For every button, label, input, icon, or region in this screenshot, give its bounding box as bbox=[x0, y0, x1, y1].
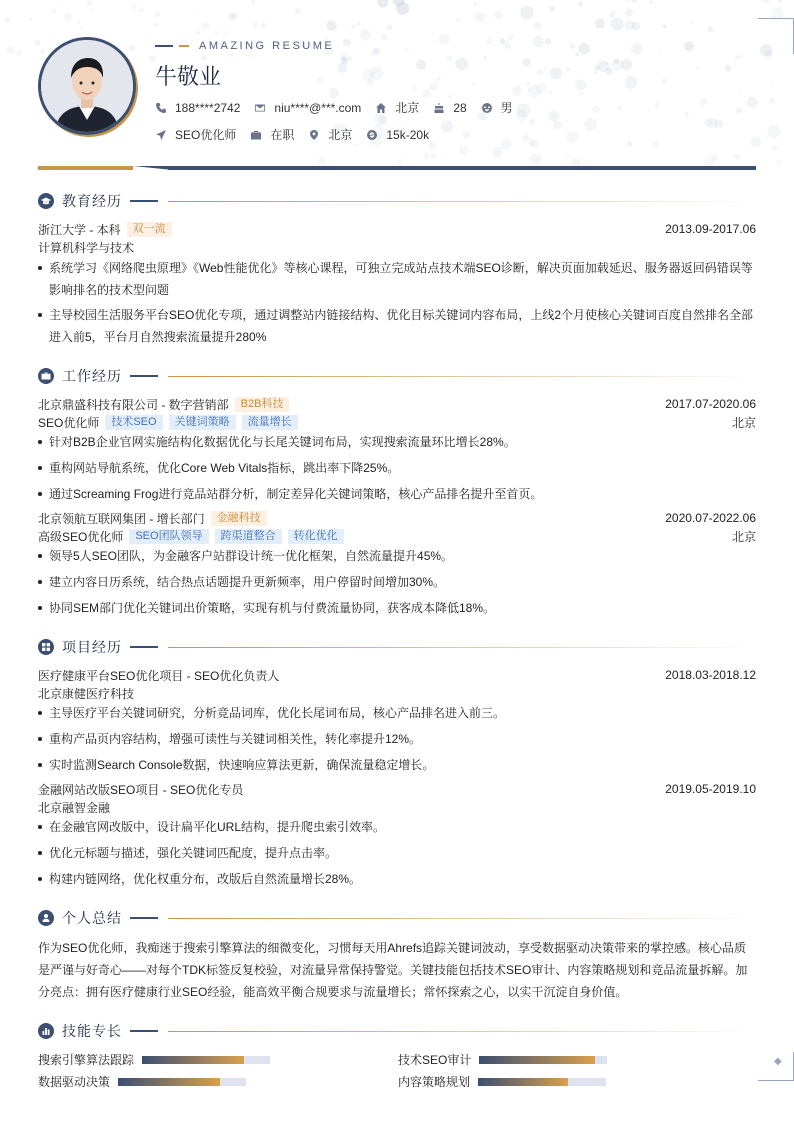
contact-row bbox=[155, 99, 527, 116]
skill-bar bbox=[478, 1078, 606, 1086]
project-org-text: 北京融智金融 bbox=[38, 800, 111, 815]
school-badge: 双一流 bbox=[127, 222, 172, 237]
skill-item bbox=[38, 1073, 246, 1090]
avatar bbox=[38, 37, 136, 135]
person-icon bbox=[38, 910, 54, 926]
skill-tag: 跨渠道整合 bbox=[215, 529, 282, 544]
candidate-name: 牛敬业 bbox=[155, 64, 222, 89]
bar-chart-icon bbox=[38, 1023, 54, 1039]
section-title: 个人总结 bbox=[62, 910, 122, 926]
section-header-work bbox=[38, 367, 756, 385]
list-item: 主导校园生活服务平台SEO优化专项，通过调整站内链接结构、优化目标关键词内容布局，上线2个月使核心关键词百度自然排名全部进入前5，平台月自然搜索流量提升280% bbox=[38, 304, 756, 348]
list-item: 优化元标题与描述，强化关键词匹配度，提升点击率。 bbox=[38, 842, 756, 864]
company-name: 北京鼎盛科技有限公司 - 数字营销部 bbox=[38, 397, 229, 412]
skill-item bbox=[398, 1073, 606, 1090]
phone-item bbox=[155, 101, 240, 115]
list-item: 主导医疗平台关键词研究，分析竞品词库，优化长尾词布局，核心产品排名进入前三。 bbox=[38, 702, 756, 724]
gender-text: 男 bbox=[500, 101, 513, 115]
project-org bbox=[38, 799, 756, 815]
job-period: 2017.07-2020.06 bbox=[665, 397, 756, 411]
cake-icon bbox=[433, 102, 445, 114]
summary-text: 作为SEO优化师，我痴迷于搜索引擎算法的细微变化，习惯每天用Ahrefs追踪关键词波动，享受数据驱动决策带来的掌控感。核心品质是严谨与好奇心——对每个TDK标签反复校验，对流量异常保持警觉。关键技能包括技术SEO审计、内容策略规划和竞品流量拆解。加分亮点：拥有医疗健康行业SEO经验，能高效平衡合规要求与流量增长；常怀探索之心，以实干沉淀自身价值。 bbox=[38, 941, 748, 999]
project-header bbox=[38, 667, 756, 683]
company-name: 北京领航互联网集团 - 增长部门 bbox=[38, 511, 205, 526]
project-header bbox=[38, 781, 756, 797]
phone-text: 188****2742 bbox=[175, 100, 241, 115]
age-text: 28 bbox=[453, 100, 467, 115]
job-city: 北京 bbox=[731, 415, 756, 430]
list-item: 在金融官网改版中，设计扁平化URL结构，提升爬虫索引效率。 bbox=[38, 816, 756, 838]
education-header bbox=[38, 221, 756, 237]
industry-badge: 金融科技 bbox=[211, 511, 267, 526]
industry-badge: B2B科技 bbox=[235, 397, 290, 412]
skill-bar bbox=[142, 1056, 270, 1064]
briefcase-icon bbox=[250, 129, 262, 141]
education-major bbox=[38, 239, 756, 255]
list-item: 重构网站导航系统，优化Core Web Vitals指标，跳出率下降25%。 bbox=[38, 457, 756, 479]
graduation-cap-icon bbox=[38, 193, 54, 209]
tagline-line bbox=[155, 45, 173, 47]
skill-name: 数据驱动决策 bbox=[38, 1075, 111, 1089]
job-role: SEO优化师 bbox=[38, 415, 100, 430]
job-period: 2020.07-2022.06 bbox=[665, 511, 756, 525]
corner-decoration bbox=[758, 1052, 794, 1081]
tagline-line bbox=[179, 45, 189, 47]
section-title: 技能专长 bbox=[62, 1023, 122, 1039]
section-header-education bbox=[38, 192, 756, 210]
skill-tag: 转化优化 bbox=[288, 529, 344, 544]
home-icon bbox=[375, 102, 387, 114]
project-period: 2019.05-2019.10 bbox=[665, 782, 756, 796]
list-item: 协同SEM部门优化关键词出价策略，实现有机与付费流量协同，获客成本降低18%。 bbox=[38, 597, 756, 619]
skill-tag: 关键词策略 bbox=[169, 415, 236, 430]
coin-icon bbox=[366, 129, 378, 141]
skill-bar bbox=[479, 1056, 607, 1064]
briefcase-icon bbox=[38, 368, 54, 384]
email-text: niu****@***.com bbox=[274, 100, 362, 115]
job-role: 高级SEO优化师 bbox=[38, 529, 124, 544]
section-title: 教育经历 bbox=[62, 193, 122, 209]
project-name: 金融网站改版SEO项目 - SEO优化专员 bbox=[38, 782, 244, 797]
send-icon bbox=[155, 129, 167, 141]
salary-item bbox=[366, 128, 429, 142]
city-text: 北京 bbox=[328, 128, 353, 142]
mail-icon bbox=[254, 102, 266, 114]
age-item bbox=[433, 101, 466, 115]
email-item bbox=[254, 101, 361, 115]
skill-item bbox=[398, 1051, 607, 1068]
job-intent-row bbox=[155, 126, 443, 143]
job-city: 北京 bbox=[731, 529, 756, 544]
project-org-text: 北京康健医疗科技 bbox=[38, 686, 135, 701]
home-item bbox=[375, 99, 419, 116]
skill-tag: 技术SEO bbox=[105, 415, 162, 430]
job-role-row bbox=[38, 528, 756, 544]
position-item bbox=[155, 126, 236, 143]
major-text: 计算机科学与技术 bbox=[38, 240, 135, 255]
section-title: 项目经历 bbox=[62, 639, 122, 655]
skill-name: 搜索引擎算法跟踪 bbox=[38, 1053, 135, 1067]
list-item: 通过Screaming Frog进行竞品站群分析，制定差异化关键词策略，核心产品排名提升至首页。 bbox=[38, 483, 756, 505]
skill-bar bbox=[118, 1078, 246, 1086]
project-org bbox=[38, 685, 756, 701]
header-divider bbox=[38, 166, 756, 170]
diamond-icon: ◆ bbox=[774, 1056, 782, 1067]
list-item: 实时监测Search Console数据，快速响应算法更新，确保流量稳定增长。 bbox=[38, 754, 756, 776]
skill-name: 技术SEO审计 bbox=[398, 1053, 472, 1067]
tagline bbox=[155, 40, 334, 52]
skill-tag: SEO团队领导 bbox=[129, 529, 208, 544]
home-text: 北京 bbox=[395, 101, 420, 115]
salary-text: 15k-20k bbox=[386, 127, 430, 142]
section-header-summary bbox=[38, 909, 756, 927]
gender-item bbox=[481, 99, 513, 116]
section-header-projects bbox=[38, 638, 756, 656]
phone-icon bbox=[155, 102, 167, 114]
project-period: 2018.03-2018.12 bbox=[665, 668, 756, 682]
status-item bbox=[250, 126, 294, 143]
job-header bbox=[38, 396, 756, 412]
skill-name: 内容策略规划 bbox=[398, 1075, 471, 1089]
corner-decoration bbox=[758, 18, 794, 54]
list-item: 重构产品页内容结构，增强可读性与关键词相关性，转化率提升12%。 bbox=[38, 728, 756, 750]
list-item: 建立内容日历系统，结合热点话题提升更新频率，用户停留时间增加30%。 bbox=[38, 571, 756, 593]
section-header-skills bbox=[38, 1022, 756, 1040]
list-item: 针对B2B企业官网实施结构化数据优化与长尾关键词布局，实现搜索流量环比增长28%。 bbox=[38, 431, 756, 453]
list-item: 领导5人SEO团队，为金融客户站群设计统一优化框架，自然流量提升45%。 bbox=[38, 545, 756, 567]
job-header bbox=[38, 510, 756, 526]
list-item: 构建内链网络，优化权重分布，改版后自然流量增长28%。 bbox=[38, 868, 756, 890]
position-text: SEO优化师 bbox=[175, 128, 237, 142]
skill-item bbox=[38, 1051, 270, 1068]
location-pin-icon bbox=[308, 129, 320, 141]
grid-icon bbox=[38, 639, 54, 655]
education-period: 2013.09-2017.06 bbox=[665, 222, 756, 236]
skill-tag: 流量增长 bbox=[242, 415, 298, 430]
project-name: 医疗健康平台SEO优化项目 - SEO优化负责人 bbox=[38, 668, 280, 683]
school-name: 浙江大学 - 本科 bbox=[38, 222, 121, 237]
section-title: 工作经历 bbox=[62, 368, 122, 384]
list-item: 系统学习《网络爬虫原理》《Web性能优化》等核心课程，可独立完成站点技术端SEO诊断，解决页面加载延迟、服务器返回码错误等影响排名的技术型问题 bbox=[38, 257, 756, 301]
face-icon bbox=[481, 102, 493, 114]
status-text: 在职 bbox=[270, 128, 295, 142]
city-item bbox=[308, 126, 352, 143]
tagline-text: AMAZING RESUME bbox=[199, 40, 335, 52]
job-role-row bbox=[38, 414, 756, 430]
